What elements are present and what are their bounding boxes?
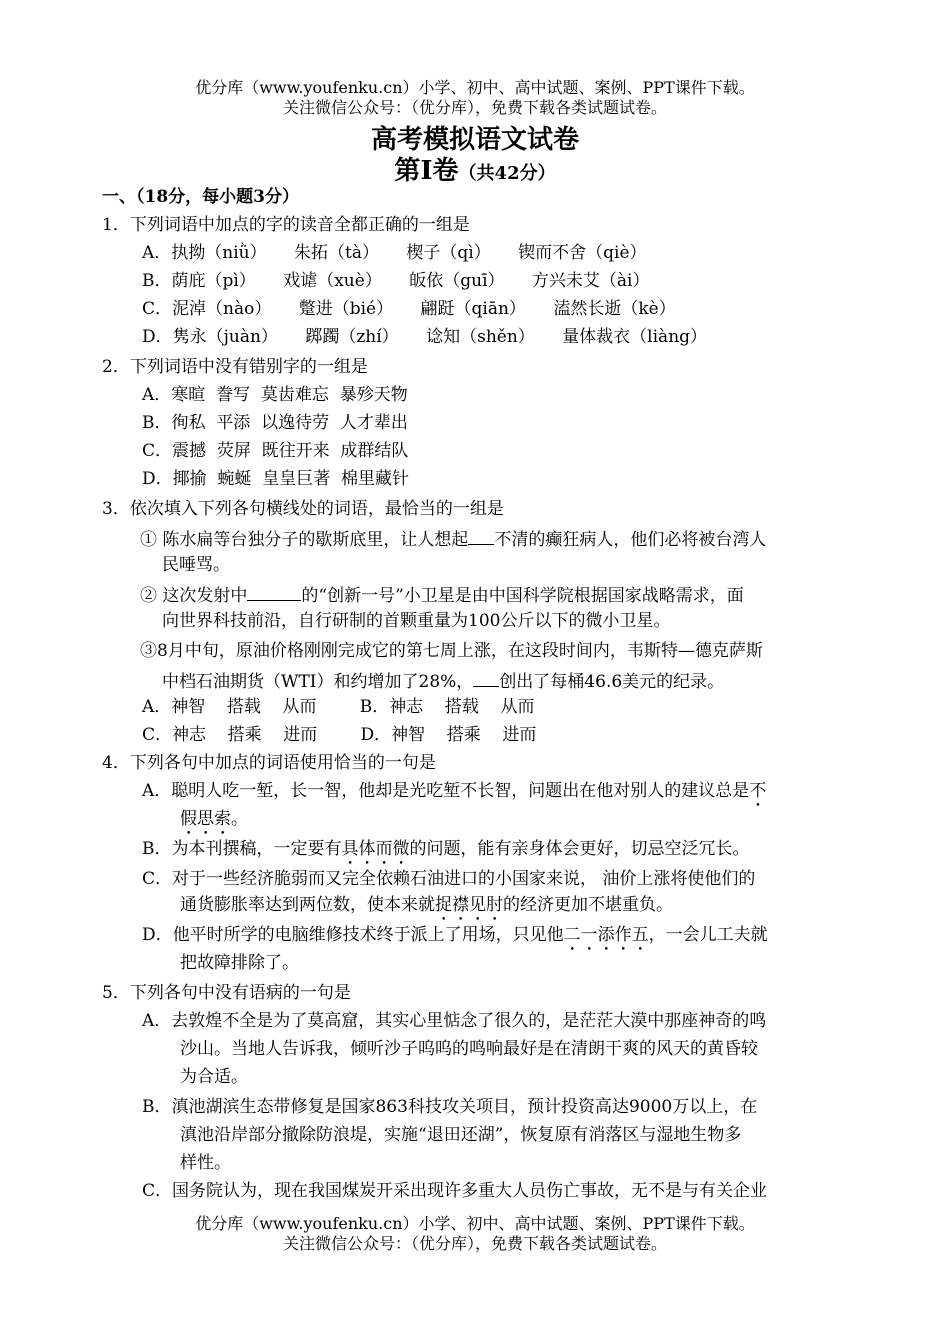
q1-option-b [142,270,650,292]
q3-sentence-1 [140,526,766,551]
q3-s1-text-b: 不清的癫狂病人，他们必将被台湾人 [494,530,767,550]
q1-c-4: 溘然长逝（kè） [553,299,676,319]
q4-option-d [142,924,768,955]
q3-options-ab: A．神智 搭载 从而 B．神志 搭载 从而 [142,697,535,717]
q3-s1-text-a: ① 陈水扁等台独分子的歇斯底里，让人想起 [140,530,469,550]
q4-b-pre: B．为本刊撰稿，一定要有 [142,839,342,859]
footer-line-1: 优分库（www.youfenku.cn）小学、初中、高中试题、案例、PPT课件下载。 [195,1214,755,1233]
q4-option-b [142,838,750,869]
q1-b-4: 方兴未艾（ài） [531,271,650,291]
q3-s3-text-a: 中档石油期货（WTI）和约增加了28%， [162,672,474,692]
q1-c-3: 翩跹（qiān） [420,299,526,319]
q4-c-dotted: 捉襟见肘 [435,895,503,915]
q5-option-a-cont-2: 为合适。 [180,1067,248,1087]
q4-option-c: C．对于一些经济脆弱而又完全依赖石油进口的小国家来说， 油价上涨将使他们的 [142,869,756,889]
q1-b-1: B．荫庇（pì） [142,271,256,291]
q3-s3-cont [162,668,724,693]
q1-a-1: A．执拗（niǜ） [142,243,267,263]
q2-stem: 2．下列词语中没有错别字的一组是 [102,357,368,377]
q4-option-c-cont [180,894,673,925]
q4-d-pre: D．他平时所学的电脑维修技术终于派上了用场，只见他 [142,925,564,945]
q1-b-3: 皈依（guī） [409,271,505,291]
q4-a-dotted-1: 不 [749,781,767,801]
q3-s1-cont: 民唾骂。 [162,555,230,575]
footer-line-2: 关注微信公众号：（优分库），免费下载各类试题试卷。 [282,1234,667,1253]
q4-option-a [142,780,766,811]
q4-option-d-cont: 把故障排除了。 [180,953,299,973]
q3-blank-1 [468,526,494,545]
q2-option-c: C．震撼 荧屏 既往开来 成群结队 [142,441,409,461]
volume-title-note: （共42分） [458,163,556,184]
exam-title: 高考模拟语文试卷 [370,125,579,155]
q3-options-cd: C．神志 搭乘 进而 D．神智 搭乘 进而 [142,725,537,745]
q2-option-d: D．揶揄 蜿蜒 皇皇巨著 棉里藏针 [142,469,410,489]
q5-option-b: B．滇池湖滨生态带修复是国家863科技攻关项目，预计投资高达9000万以上，在 [142,1097,758,1117]
q3-blank-2 [247,582,301,601]
q1-option-d [142,326,707,348]
q1-b-2: 戏谑（xuè） [283,271,382,291]
q4-a-end: 。 [231,809,248,829]
q2-option-b: B．徇私 平添 以逸待劳 人才辈出 [142,413,408,433]
q4-d-post: ，一会儿工夫就 [648,925,768,945]
q4-c-pre: 通货膨胀率达到两位数，使本来就 [180,895,435,915]
q1-d-2: 踯躅（zhí） [305,327,399,347]
q3-sentence-2 [140,582,744,607]
volume-title [0,156,950,189]
q4-a-dotted-2: 假思索 [180,809,231,829]
q1-d-4: 量体裁衣（liàng） [562,327,708,347]
q1-c-2: 蹩进（bié） [298,299,394,319]
q3-s3-text-b: 创出了每桶46.6美元的纪录。 [499,672,725,692]
q3-s2-cont: 向世界科技前沿，自行研制的首颗重量为100公斤以下的微小卫星。 [162,611,671,631]
q4-a-text: A．聪明人吃一堑，长一智，他却是光吃堑不长智，问题出在他对别人的建议总是 [142,781,750,801]
q1-a-2: 朱拓（tà） [294,243,379,263]
section-heading: 一、（18分，每小题3分） [102,187,299,207]
q3-sentence-3: ③8月中旬，原油价格刚刚完成它的第七周上涨，在这段时间内，韦斯特—德克萨斯 [140,641,763,661]
q4-b-post: 的问题，能有亲身体会更好，切忌空泛冗长。 [409,839,750,859]
q5-stem: 5．下列各句中没有语病的一句是 [102,983,351,1003]
q5-option-c: C．国务院认为，现在我国煤炭开采出现许多重大人员伤亡事故，无不是与有关企业 [142,1181,768,1201]
q1-a-3: 楔子（qì） [406,243,491,263]
q1-option-c [142,298,676,320]
q4-option-a-cont [180,808,248,839]
q5-option-a-cont-1: 沙山。当地人告诉我，倾听沙子呜呜的鸣响最好是在清朗干爽的风天的黄昏较 [180,1039,758,1059]
q1-option-a [142,242,647,264]
q1-stem: 1．下列词语中加点的字的读音全都正确的一组是 [102,215,470,235]
q4-c-post: 的经济更加不堪重负。 [503,895,673,915]
q5-option-b-cont-1: 滇池沿岸部分撤除防浪堤，实施“退田还湖”，恢复原有消落区与湿地生物多 [180,1125,742,1145]
q2-option-a: A．寒暄 誊写 莫齿难忘 暴殄天物 [142,385,408,405]
header-line-1: 优分库（www.youfenku.cn）小学、初中、高中试题、案例、PPT课件下载。 [195,78,755,97]
q1-c-1: C．泥淖（nào） [142,299,272,319]
q1-d-3: 谂知（shěn） [426,327,535,347]
q3-blank-3 [473,668,499,687]
volume-title-main: 第Ⅰ卷 [394,156,459,186]
q5-option-b-cont-2: 样性。 [180,1153,231,1173]
q4-d-dotted: 二一添作五 [563,925,649,945]
q4-stem: 4．下列各句中加点的词语使用恰当的一句是 [102,753,436,773]
q4-b-dotted: 具体而微 [341,839,410,859]
q3-stem: 3．依次填入下列各句横线处的词语，最恰当的一组是 [102,499,504,519]
q5-option-a: A．去敦煌不全是为了莫高窟，其实心里惦念了很久的，是茫茫大漠中那座神奇的鸣 [142,1011,767,1031]
q3-s2-text-a: ② 这次发射中 [140,586,248,606]
q3-s2-text-b: 的“创新一号”小卫星是由中国科学院根据国家战略需求，面 [301,586,744,606]
header-line-2: 关注微信公众号：（优分库），免费下载各类试题试卷。 [282,98,667,117]
q1-d-1: D．隽永（juàn） [142,327,278,347]
q1-a-4: 锲而不舍（qiè） [518,243,647,263]
